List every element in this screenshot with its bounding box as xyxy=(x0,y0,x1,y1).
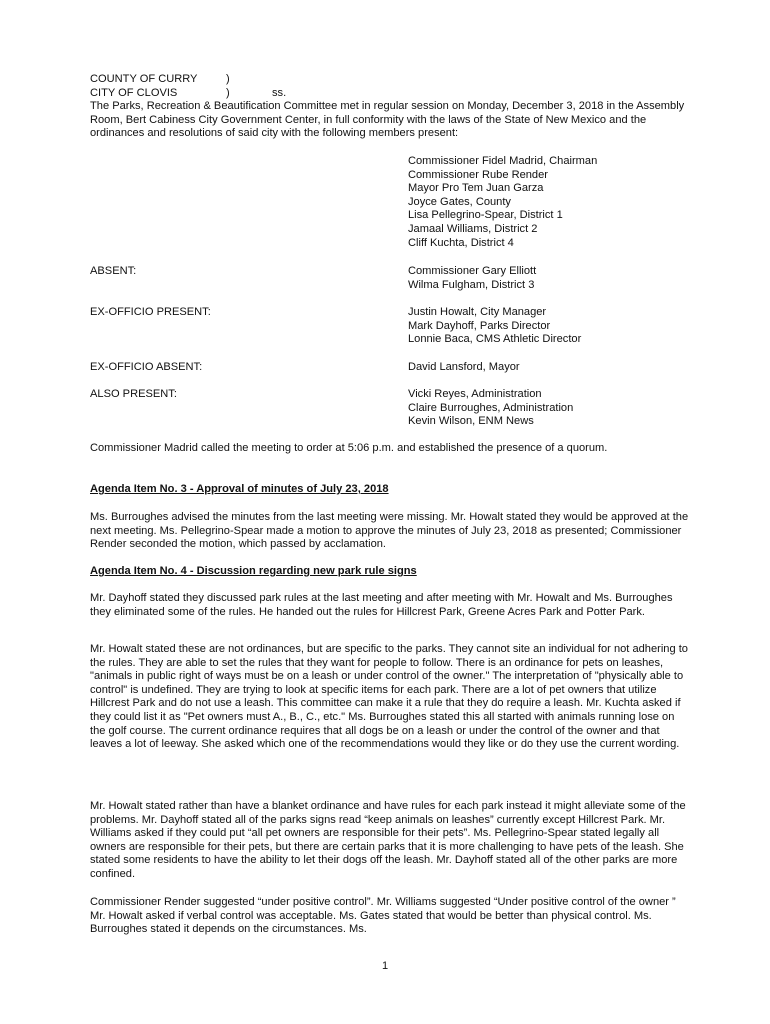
city-paren: ) xyxy=(226,86,230,99)
agenda-item-4-p3 xyxy=(90,800,690,882)
caption-block xyxy=(90,73,690,141)
agenda-item-4-p4 xyxy=(90,896,690,937)
exofficio-present-member: Mark Dayhoff, Parks Director xyxy=(408,319,551,332)
county-paren: ) xyxy=(226,73,230,85)
agenda-item-4-p1 xyxy=(90,592,690,619)
county-label: COUNTY OF CURRY xyxy=(90,73,198,85)
page-number: 1 xyxy=(381,960,389,972)
present-member: Cliff Kuchta, District 4 xyxy=(408,236,514,249)
present-member: Commissioner Fidel Madrid, Chairman xyxy=(408,155,598,167)
agenda-item-4 xyxy=(90,565,690,579)
exofficio-present-member: Justin Howalt, City Manager xyxy=(408,306,547,318)
agenda-4-paragraph-1: Mr. Dayhoff stated they discussed park rules at the last meeting and after meeting with Mr. Howalt and Ms. Burroughes they eliminated some of the rules. He handed out the rules for Hillcrest Park, Greene Acres Park and Potter Park. xyxy=(90,592,673,618)
agenda-item-3 xyxy=(90,483,690,497)
present-member: Commissioner Rube Render xyxy=(408,168,548,181)
exofficio-present-member: Lonnie Baca, CMS Athletic Director xyxy=(408,333,582,346)
also-present-member: Claire Burroughes, Administration xyxy=(408,401,574,414)
absent-label: ABSENT: xyxy=(90,265,137,277)
absent-member: Wilma Fulgham, District 3 xyxy=(408,278,535,291)
ss-label: ss. xyxy=(272,86,287,99)
absent-member: Commissioner Gary Elliott xyxy=(408,265,537,277)
agenda-4-paragraph-3: Mr. Howalt stated rather than have a blanket ordinance and have rules for each park instead it might alleviate some of the problems. Mr. Dayhoff stated all of the parks signs read “keep animals on leashes” currently except Hillcrest Park. Mr. Williams asked if they could put “all pet owners are responsible for their pets”. Ms. Pellegrino-Spear stated legally all owners are responsible for their pets, but there are certain parks that it is more challenging to have pets of the leash. She stated some residents to have the ability to let their dogs off the leash. Mr. Dayhoff stated all of the other parks are more confined. xyxy=(90,800,686,880)
also-present-member: Vicki Reyes, Administration xyxy=(408,388,542,400)
agenda-3-paragraph: Ms. Burroughes advised the minutes from the last meeting were missing. Mr. Howalt stated they would be approved at the next meeting. Ms. Pellegrino-Spear made a motion to approve the minutes of July 23, 2018 as presented; Commissioner Render seconded the motion, which passed by acclamation. xyxy=(90,511,689,551)
present-member: Jamaal Williams, District 2 xyxy=(408,222,538,235)
agenda-4-paragraph-4: Commissioner Render suggested “under positive control”. Mr. Williams suggested “Under positive control of the owner ” Mr. Howalt asked if verbal control was acceptable. Ms. Gates stated that would be better than physical control. Ms. Burroughes stated it depends on the circumstances. Ms. xyxy=(90,896,676,936)
call-to-order-block xyxy=(90,442,690,456)
call-to-order-paragraph: Commissioner Madrid called the meeting to order at 5:06 p.m. and established the presence of a quorum. xyxy=(90,442,608,454)
exofficio-absent-member: David Lansford, Mayor xyxy=(408,361,520,373)
city-label: CITY OF CLOVIS xyxy=(90,86,178,99)
agenda-item-4-p2 xyxy=(90,643,690,752)
present-member: Joyce Gates, County xyxy=(408,195,511,208)
agenda-item-3-body xyxy=(90,511,690,552)
intro-paragraph: The Parks, Recreation & Beautification Committee met in regular session on Monday, December 3, 2018 in the Assembly Room, Bert Cabiness City Government Center, in full conformity with the laws of the State of New Mexico and the ordinances and resolutions of said city with the following members present: xyxy=(90,100,685,140)
exofficio-present-label: EX-OFFICIO PRESENT: xyxy=(90,306,211,318)
also-present-member: Kevin Wilson, ENM News xyxy=(408,415,534,428)
also-present-label: ALSO PRESENT: xyxy=(90,388,177,400)
agenda-4-paragraph-2: Mr. Howalt stated these are not ordinances, but are specific to the parks. They cannot site an individual for not adhering to the rules. They are able to set the rules that they want for people to follow. There is an ordinance for pets on leashes, "animals in public right of ways must be on a leash or under control of the owner." The interpretation of "physically able to control" is undefined. They are trying to look at specific items for each park. There are a lot of pet owners that utilize Hillcrest Park and do not use a leash. This committee can make it a rule that they do require a leash. Mr. Kuchta asked if they could list it as "Pet owners must A., B., C., etc." Ms. Burroughes stated this all started with animals running lose on the golf course. The current ordinance requires that all dogs be on a leash or under the control of the owner and that leaves a lot of leeway. She asked which one of the recommendations would they like or do they use the current wording. xyxy=(90,643,688,751)
present-member: Lisa Pellegrino-Spear, District 1 xyxy=(408,209,563,222)
agenda-4-heading: Agenda Item No. 4 - Discussion regarding new park rule signs xyxy=(90,565,417,577)
exofficio-absent-label: EX-OFFICIO ABSENT: xyxy=(90,361,203,373)
agenda-3-heading: Agenda Item No. 3 - Approval of minutes of July 23, 2018 xyxy=(90,483,389,495)
present-member: Mayor Pro Tem Juan Garza xyxy=(408,182,544,195)
